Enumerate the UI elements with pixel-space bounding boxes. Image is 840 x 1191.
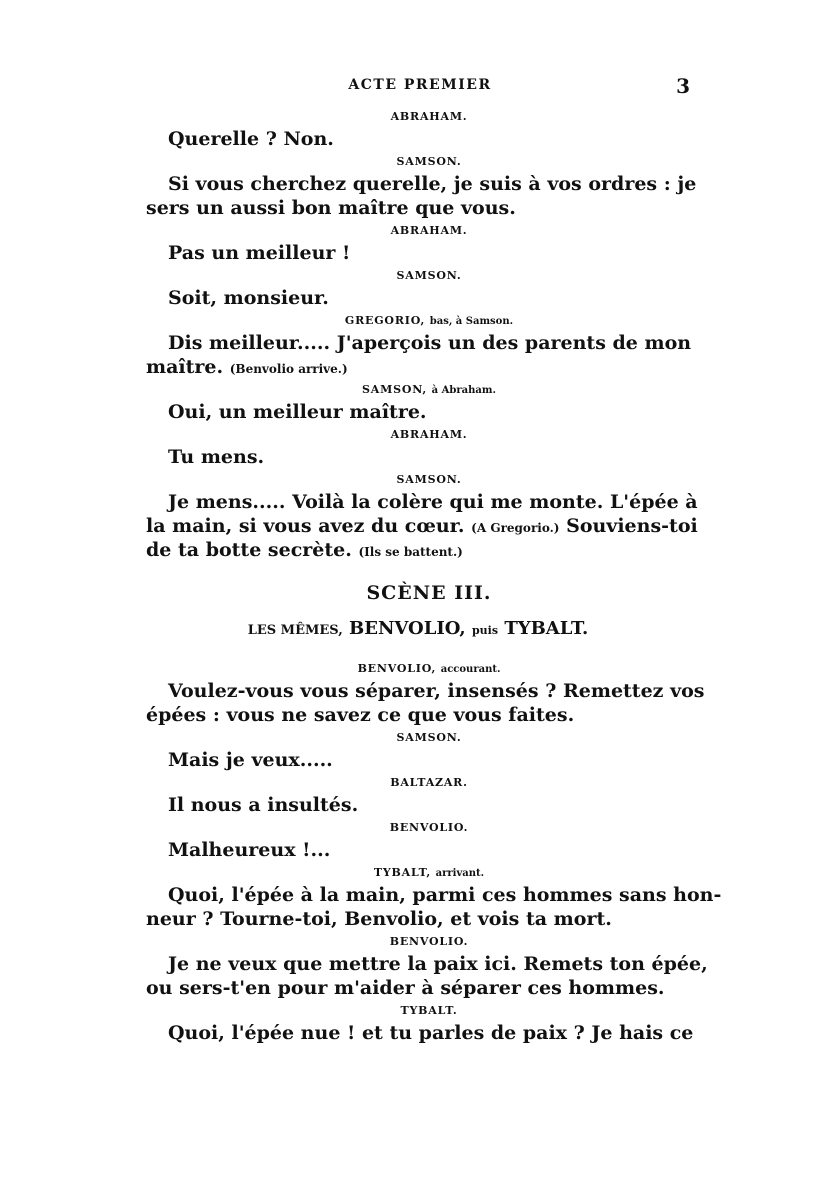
dialogue-line: neur ? Tourne-toi, Benvolio, et vois ta mort. — [146, 908, 612, 930]
speaker-heading — [168, 310, 690, 331]
cast-join: puis — [471, 624, 499, 637]
speaker-name: TYBALT. — [400, 1004, 458, 1017]
speaker-name: ABRAHAM. — [390, 428, 468, 441]
stage-direction: (Ils se battent.) — [358, 545, 463, 559]
speaker-name: SAMSON. — [396, 731, 462, 744]
dialogue-line: Quoi, l'épée à la main, parmi ces hommes sans hon- — [168, 884, 722, 906]
dialogue-line: sers un aussi bon maître que vous. — [146, 197, 516, 219]
running-title: ACTE PREMIER — [348, 77, 492, 93]
scene-title: SCÈNE III. — [366, 582, 492, 604]
dialogue-line: Soit, monsieur. — [168, 287, 329, 309]
dialogue-line: épées : vous ne savez ce que vous faites. — [146, 704, 575, 726]
dialogue-line — [146, 355, 690, 379]
speaker-name: TYBALT, — [373, 866, 431, 879]
dialogue-line: Dis meilleur..... J'aperçois un des parents de mon — [168, 332, 692, 354]
dialogue-line: Querelle ? Non. — [168, 128, 334, 150]
stage-direction: (Benvolio arrive.) — [229, 362, 348, 376]
dialogue-text: Souviens-toi — [566, 515, 698, 537]
speaker-name: BENVOLIO. — [389, 821, 469, 834]
speaker-name: ABRAHAM. — [390, 224, 468, 237]
speaker-name: BENVOLIO, — [357, 662, 437, 675]
dialogue-line: Tu mens. — [168, 446, 265, 468]
dialogue-line: Mais je veux..... — [168, 749, 333, 771]
speaker-name: SAMSON. — [396, 269, 462, 282]
dialogue-text: de ta botte secrète. — [146, 539, 352, 561]
dialogue-line: Il nous a insultés. — [168, 794, 359, 816]
dialogue-line: Je mens..... Voilà la colère qui me monte. L'épée à — [168, 491, 698, 513]
dialogue-line: Voulez-vous vous séparer, insensés ? Remettez vos — [168, 680, 705, 702]
dialogue-line — [146, 514, 698, 538]
cast-prefix: LES MÊMES, — [247, 623, 343, 638]
speaker-name: SAMSON, — [362, 383, 428, 396]
dialogue-line: ou sers-t'en pour m'aider à séparer ces hommes. — [146, 977, 665, 999]
speaker-name: BENVOLIO. — [389, 935, 469, 948]
scene-cast — [146, 612, 690, 646]
page-number: 3 — [676, 74, 690, 98]
dialogue-line: Pas un meilleur ! — [168, 242, 351, 264]
spacer — [168, 646, 690, 658]
dialogue-text: maître. — [146, 356, 224, 378]
speaker-name: SAMSON. — [396, 155, 462, 168]
speaker-heading — [168, 658, 690, 679]
speaker-name: BALTAZAR. — [390, 776, 468, 789]
stage-direction: à Abraham. — [431, 385, 496, 396]
cast-name: TYBALT. — [504, 618, 589, 639]
dialogue-line: Si vous cherchez querelle, je suis à vos ordres : je — [168, 173, 697, 195]
play-text — [146, 106, 722, 1045]
dialogue-line: Oui, un meilleur maître. — [168, 401, 427, 423]
dialogue-line: Quoi, l'épée nue ! et tu parles de paix ? Je hais ce — [168, 1022, 694, 1044]
speaker-heading — [168, 862, 690, 883]
stage-direction: (A Gregorio.) — [471, 521, 560, 535]
dialogue-line: Malheureux !... — [168, 839, 331, 861]
stage-direction: arrivant. — [435, 868, 485, 879]
stage-direction: accourant. — [440, 664, 501, 675]
stage-direction: bas, à Samson. — [429, 316, 514, 327]
speaker-name: ABRAHAM. — [390, 110, 468, 123]
dialogue-text: la main, si vous avez du cœur. — [146, 515, 465, 537]
speaker-heading — [168, 379, 690, 400]
dialogue-line: Je ne veux que mettre la paix ici. Remets ton épée, — [168, 953, 708, 975]
speaker-name: SAMSON. — [396, 473, 462, 486]
cast-name: BENVOLIO, — [349, 618, 466, 639]
speaker-name: GREGORIO, — [344, 314, 426, 327]
running-head — [0, 74, 840, 98]
dialogue-line — [146, 538, 690, 562]
